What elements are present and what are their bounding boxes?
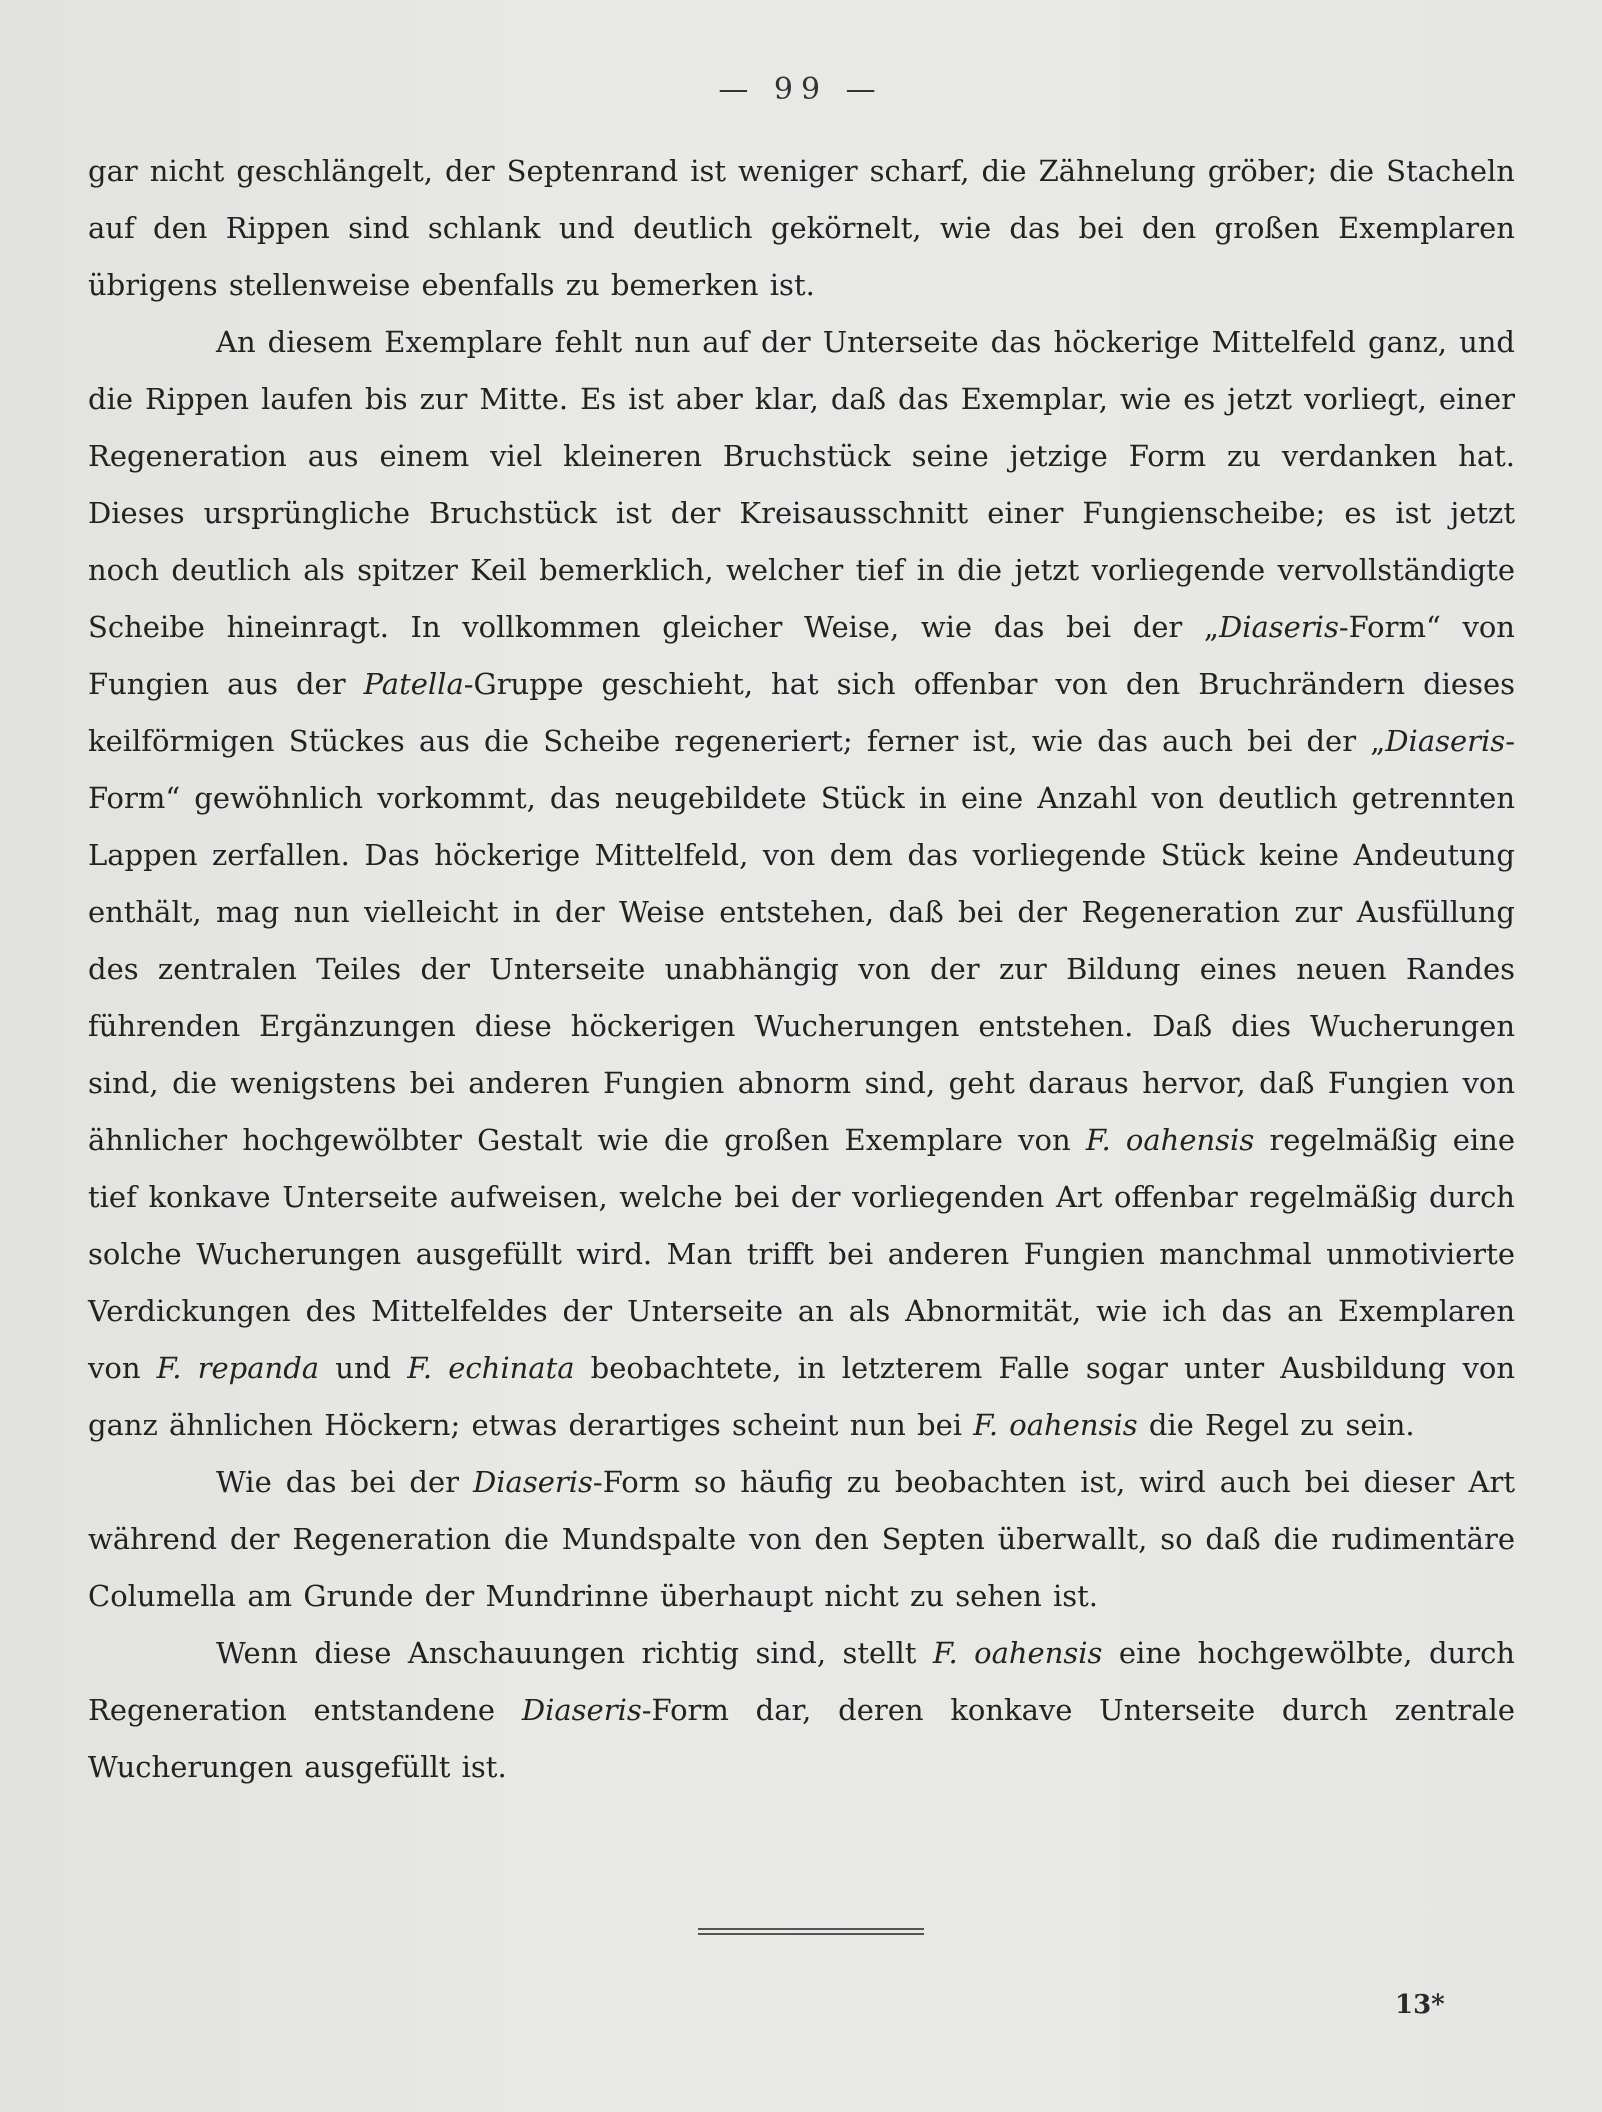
italic-taxon: Patella [363, 667, 464, 701]
paragraph-3 [88, 1454, 1515, 1625]
text-run: die Regel zu sein. [1137, 1408, 1415, 1442]
paragraph-1: gar nicht geschlängelt, der Septenrand ist weniger scharf, die Zähnelung gröber; die Stacheln auf den Rippen sind schlank und deutlich gekörnelt, wie das bei den großen Exemplaren übrigens stellenweise ebenfalls zu bemerken ist. [88, 154, 1515, 302]
paragraph-4 [88, 1625, 1515, 1796]
text-run: und [319, 1351, 408, 1385]
text-run: -Gruppe geschieht, hat sich offenbar von den Bruchrändern dieses keilförmigen Stückes aus die Scheibe regeneriert; ferner ist, wie das auch bei der „ [88, 667, 1516, 758]
italic-taxon: F. oahensis [973, 1408, 1138, 1442]
text-run: eine hochgewölbte, durch Regeneration entstandene [88, 1636, 1515, 1727]
paragraph-2 [88, 314, 1515, 1454]
text-run: An diesem Exemplare fehlt nun auf der Unterseite das höckerige Mittelfeld ganz, und die Rippen laufen bis zur Mitte. Es ist aber klar, daß das Exemplar, wie es jetzt vorliegt, einer Regeneration aus einem viel kleineren Bruchstück seine jetzige Form zu verdanken hat. Dieses ursprüngliche Bruchstück ist der Kreisausschnitt einer Fungienscheibe; es ist jetzt noch deutlich als spitzer Keil bemerklich, welcher tief in die jetzt vorliegende vervollständigte Scheibe hineinragt. In vollkommen gleicher Weise, wie das bei der „ [88, 325, 1515, 644]
text-run: -Form so häufig zu beobachten ist, wird auch bei dieser Art während der Regeneration die Mundspalte von den Septen überwallt, so daß die rudimentäre Columella am Grunde der Mundrinne überhaupt nicht zu sehen ist. [88, 1465, 1515, 1613]
italic-taxon: Diaseris [521, 1693, 642, 1727]
text-run: Wenn diese Anschauungen richtig sind, stellt [216, 1636, 933, 1670]
italic-taxon: Diaseris [473, 1465, 593, 1499]
text-run: -Form“ von Fungien aus der [88, 610, 1515, 701]
double-rule-separator [698, 1928, 924, 1935]
text-run: Wie das bei der [216, 1465, 473, 1499]
italic-taxon: F. oahensis [1085, 1123, 1255, 1157]
signature-mark: 13* [1395, 1990, 1445, 2020]
italic-taxon: Diaseris [1385, 724, 1506, 758]
text-run: regelmäßig eine tief konkave Unterseite aufweisen, welche bei der vorliegenden Art offenbar regelmäßig durch solche Wucherungen ausgefüllt wird. Man trifft bei anderen Fungien manchmal unmotivierte Verdickungen des Mittelfeldes der Unterseite an als Abnormität, wie ich das an Exemplaren von [88, 1123, 1515, 1385]
italic-taxon: Diaseris [1218, 610, 1339, 644]
text-run: beobachtete, in letzterem Falle sogar unter Ausbildung von ganz ähnlichen Höckern; etwas derartiges scheint nun bei [88, 1351, 1516, 1442]
page-number: — 99 — [718, 72, 884, 107]
body-text [88, 143, 1515, 1796]
italic-taxon: F. repanda [156, 1351, 320, 1385]
italic-taxon: F. oahensis [932, 1636, 1103, 1670]
text-run: -Form“ gewöhnlich vorkommt, das neugebildete Stück in eine Anzahl von deutlich getrennten Lappen zerfallen. Das höckerige Mittelfeld, von dem das vorliegende Stück keine Andeutung enthält, mag nun vielleicht in der Weise entstehen, daß bei der Regeneration zur Ausfüllung des zentralen Teiles der Unterseite unabhängig von der zur Bildung eines neuen Randes führenden Ergänzungen diese höckerigen Wucherungen entstehen. Daß dies Wucherungen sind, die wenigstens bei anderen Fungien abnorm sind, geht daraus hervor, daß Fungien von ähnlicher hochgewölbter Gestalt wie die großen Exemplare von [88, 724, 1515, 1157]
italic-taxon: F. echinata [407, 1351, 575, 1385]
text-run: -Form dar, deren konkave Unterseite durch zentrale Wucherungen ausgefüllt ist. [88, 1693, 1515, 1784]
